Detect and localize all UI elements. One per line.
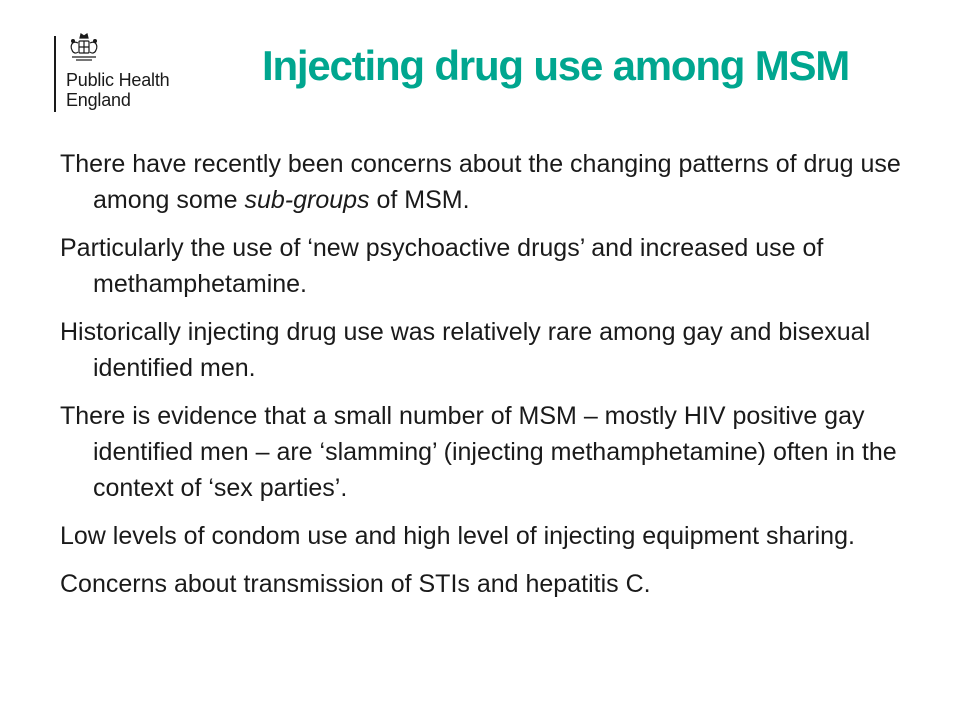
bullet-item-5: Low levels of condom use and high level of injecting equipment sharing. — [60, 522, 855, 550]
logo-line-1: Public Health — [66, 70, 170, 90]
phe-logo — [54, 32, 224, 122]
bullet-item-4: There is evidence that a small number of MSM – mostly HIV positive gay identified men – are ‘slamming’ (injecting methamphetamine) often in the context of ‘sex parties’. — [60, 402, 897, 502]
bullet-item-6: Concerns about transmission of STIs and hepatitis C. — [60, 570, 651, 598]
slide-title: Injecting drug use among MSM — [262, 42, 850, 89]
bullet-list — [60, 146, 940, 614]
bullet-item-1 — [60, 146, 940, 218]
logo-line-2: England — [66, 90, 131, 110]
bullet-item-2: Particularly the use of ‘new psychoactive drugs’ and increased use of methamphetamine. — [60, 234, 824, 298]
bullet-1-text-start: There have recently been concerns about the changing patterns of drug use among some — [60, 150, 901, 214]
bullet-1-emphasis: sub-groups — [244, 186, 370, 214]
bullet-item-3: Historically injecting drug use was relatively rare among gay and bisexual identified men. — [60, 318, 871, 382]
bullet-1-text-end: of MSM. — [369, 186, 470, 214]
royal-crest-icon — [66, 32, 102, 66]
logo-divider — [54, 36, 56, 112]
logo-wordmark — [66, 70, 169, 110]
